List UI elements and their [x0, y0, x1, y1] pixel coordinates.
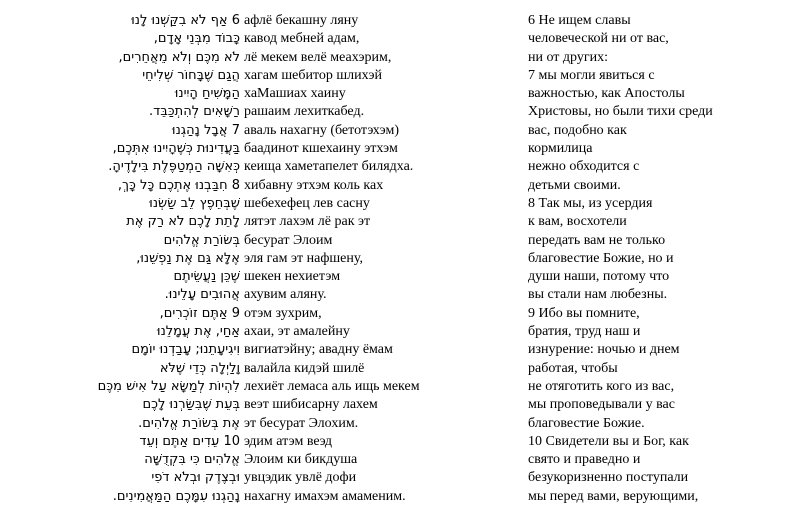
russian-line: братия, труд наш и [528, 324, 641, 340]
hebrew-line: הַמָּשִׁיחַ הָיִינוּ [174, 86, 240, 102]
transliteration-line: лехиёт лемаса аль ищь мекем [244, 378, 420, 394]
russian-line: важностью, как Апостолы [528, 86, 685, 102]
hebrew-line: אֱלֹהִים כִּי בִּקְדֻשָּׁה [144, 452, 240, 468]
hebrew-line: וּבְצֶדֶק וּבְלֹא דֹפִי [151, 470, 240, 486]
transliteration-line: валайла кидэй шилё [244, 360, 365, 376]
transliteration-line: ахувим аляну. [244, 287, 327, 303]
transliteration-line: афлё бекашну ляну [244, 13, 359, 28]
hebrew-line: לִהְיוֹת לְמַשָּׂא עַל אִישׁ מִכֶּם [97, 378, 240, 394]
russian-line: мы перед вами, верующими, [528, 488, 699, 504]
russian-line: ни от других: [528, 49, 608, 65]
transliteration-line: кавод мебней адам, [244, 31, 360, 47]
russian-line: нежно обходится с [528, 159, 640, 175]
hebrew-line: שֶׁבְּחֵפֶץ לֵב שַׂשְׂנוּ [149, 195, 240, 211]
russian-line: человеческой ни от вас, [528, 31, 669, 47]
transliteration-line: хибавну этхэм коль ках [244, 177, 384, 193]
hebrew-line: כָּבוֹד מִבְּנֵי אָדָם, [153, 31, 240, 47]
hebrew-line: כְּאִשָּׁה הַמְטַפֶּלֶת בִּילָדֶיהָ. [108, 159, 240, 175]
hebrew-line: 9 אַתֶּם זוֹכְרִים, [159, 305, 240, 321]
hebrew-line: שֶׁכֵּן נַעֲשֵׂיתֶם [173, 269, 240, 285]
russian-line: 10 Свидетели вы и Бог, как [528, 433, 689, 449]
transliteration-line: эт бесурат Элохим. [244, 415, 359, 431]
hebrew-line: 7 אֲבָל נָהַגְנוּ [172, 122, 240, 138]
transliteration-line: аваль нахагну (бетотэхэм) [244, 122, 400, 138]
russian-line: изнурение: ночью и днем [528, 342, 680, 358]
transliteration-line: веэт шибисарну лахем [244, 397, 378, 413]
russian-line: к вам, восхотели [528, 214, 627, 230]
hebrew-line: נָהַגְנוּ עִמָּכֶם הַמַּאֲמִינִים. [112, 488, 240, 504]
transliteration-line: кеища хаметапелет билядха. [244, 159, 414, 175]
hebrew-column [97, 12, 240, 506]
hebrew-line: רַשָּׁאִים לְהִתְכַּבֵּד. [149, 104, 240, 120]
hebrew-line: בְּשׂוֹרַת אֱלֹהִים [163, 232, 240, 248]
hebrew-line: וָלַיְלָה כְּדֵי שֶׁלֹּא [159, 360, 240, 376]
russian-line: мы проповедывали у вас [528, 397, 675, 413]
russian-line: благовестие Божие. [528, 415, 645, 431]
hebrew-line: לָתֵת לָכֶם לֹא רַק אֶת [126, 214, 240, 230]
transliteration-line: шекен нехиетэм [244, 269, 341, 285]
russian-line: Христовы, но были тихи среди [528, 104, 713, 120]
russian-line: вы стали нам любезны. [528, 287, 668, 303]
transliteration-line: нахагну имахэм амаменим. [244, 488, 406, 504]
transliteration-line: ахаи, эт амалейну [244, 324, 350, 340]
transliteration-line: лятэт лахэм лё рак эт [244, 214, 371, 230]
hebrew-line: אֲהוּבִים עָלֵינוּ. [164, 287, 240, 303]
russian-line: кормилица [528, 141, 593, 157]
hebrew-line: אֶת בְּשׂוֹרַת אֱלֹהִים. [138, 415, 240, 431]
hebrew-line: בְּעֵת שֶׁבִּשַּׂרְנוּ לָכֶם [142, 397, 240, 413]
russian-line: 6 Не ищем славы [528, 13, 631, 28]
russian-line: безукоризненно поступали [528, 470, 689, 486]
russian-line: детьми своими. [528, 177, 621, 193]
transliteration-column [244, 12, 512, 506]
russian-line: не отяготить кого из вас, [528, 378, 675, 394]
hebrew-line: אֶלָּא גַּם אֶת נַפְשֵׁנוּ, [136, 250, 240, 266]
transliteration-line: баадинот кшехаину этхэм [244, 141, 398, 157]
russian-line: работая, чтобы [528, 360, 618, 376]
russian-line: благовестие Божие, но и [528, 250, 674, 266]
transliteration-line: Элоим ки бикдуша [244, 452, 358, 468]
transliteration-line: эдим атэм веэд [244, 433, 332, 449]
transliteration-line: хагам шебитор шлихэй [244, 67, 382, 83]
hebrew-line: וִיגִיעָתֵנוּ; עָבַדְנוּ יוֹמָם [131, 342, 240, 358]
transliteration-line: хаМашиах хаину [244, 86, 346, 102]
hebrew-line: אַחַי, אֶת עֲמָלֵנוּ [157, 324, 240, 340]
transliteration-line: шебехефец лев сасну [244, 195, 370, 211]
russian-line: 8 Так мы, из усердия [528, 195, 653, 211]
russian-line: свято и праведно и [528, 452, 641, 468]
hebrew-line: בַּעֲדִינוּת כְּשֶׁהָיִינוּ אִתְּכֶם, [112, 141, 240, 157]
hebrew-line: לֹא מִכֶּם וְלֹא מֵאֲחֵרִים, [118, 49, 240, 65]
transliteration-line: лё мекем велё меахэрим, [244, 49, 392, 65]
transliteration-line: бесурат Элоим [244, 232, 333, 248]
russian-column [528, 12, 796, 506]
russian-line: 9 Ибо вы помните, [528, 305, 640, 321]
transliteration-line: увцэдик увлё дофи [244, 470, 357, 486]
russian-line: души наши, потому что [528, 269, 670, 285]
transliteration-line: отэм зухрим, [244, 305, 322, 321]
transliteration-line: эля гам эт нафшену, [244, 250, 363, 266]
hebrew-line: 10 עֵדִים אַתֶּם וְעֵד [139, 433, 240, 449]
hebrew-line: 6 אַף לֹא בִקַּשְׁנוּ לָנוּ [131, 13, 240, 28]
russian-line: вас, подобно как [528, 122, 627, 138]
transliteration-line: рашаим лехиткабед. [244, 104, 365, 120]
hebrew-line: 8 חִבַּבְנוּ אֶתְכֶם כָּל כָּךְ, [117, 177, 240, 193]
transliteration-line: вигиатэйну; авадну ёмам [244, 342, 393, 358]
russian-line: 7 мы могли явиться с [528, 67, 655, 83]
hebrew-line: הֲגַם שֶׁבָּחוֹר שְׁלִיחֵי [142, 67, 240, 83]
russian-line: передать вам не только [528, 232, 666, 248]
